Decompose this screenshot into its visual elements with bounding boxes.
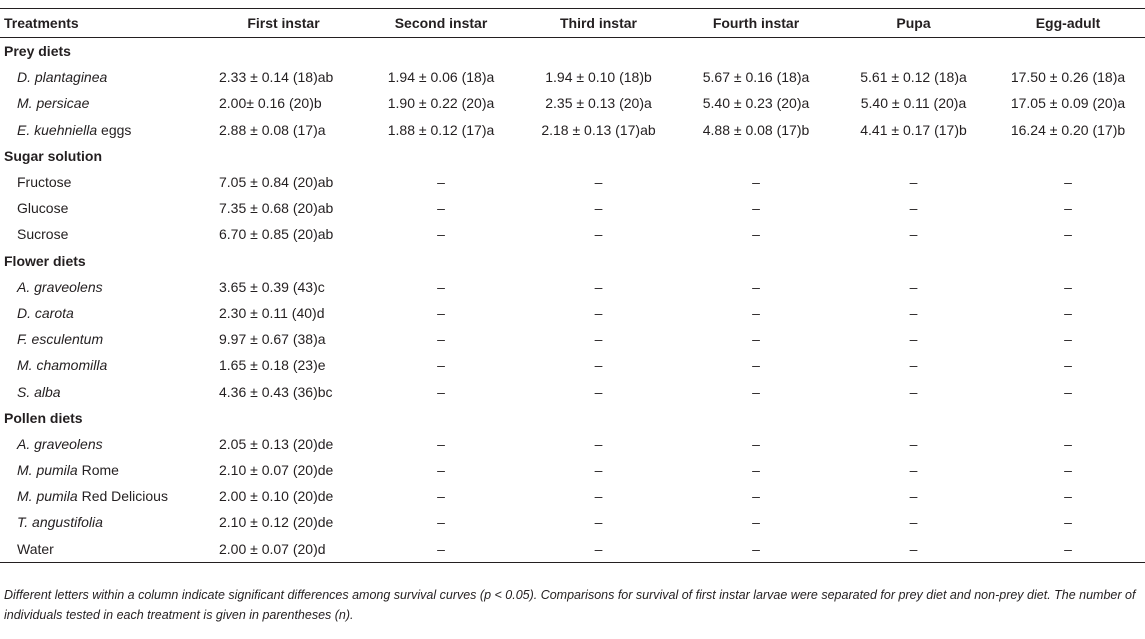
species-name: M. chamomilla (17, 357, 108, 374)
value-cell: – (909, 488, 918, 505)
treatment-name (0, 536, 206, 563)
value-cell: – (437, 488, 445, 505)
group-row (0, 38, 1145, 65)
treatment-qualifier: Red Delicious (77, 488, 168, 505)
value-cell: – (1064, 435, 1072, 452)
value-cell: – (909, 462, 918, 479)
table-row (0, 536, 1145, 563)
value-cell: – (1064, 514, 1072, 531)
value-cell: – (437, 174, 445, 191)
value-cell: – (1064, 226, 1072, 243)
species-name: M. pumila (17, 488, 78, 505)
value-cell: – (752, 488, 760, 505)
value-cell: – (1064, 383, 1072, 400)
value-cell: 4.36 ± 0.43 (36)bc (219, 383, 333, 400)
treatment-name (0, 431, 206, 457)
value-cell: – (594, 435, 603, 452)
table-row (0, 483, 1145, 509)
treatment-name (0, 509, 206, 535)
treatment-name (0, 117, 206, 143)
value-cell: 4.88 ± 0.08 (17)b (702, 121, 810, 138)
value-cell: – (1064, 462, 1072, 479)
value-cell: – (594, 200, 603, 217)
table-row (0, 221, 1145, 247)
value-cell: 2.35 ± 0.13 (20)a (545, 95, 652, 112)
value-cell: – (437, 383, 445, 400)
table-row (0, 431, 1145, 457)
table-row (0, 64, 1145, 90)
value-cell: – (437, 435, 445, 452)
treatment-name (0, 195, 206, 221)
species-name: M. persicae (17, 95, 90, 112)
value-cell: – (909, 357, 918, 374)
table-row (0, 378, 1145, 404)
treatment-qualifier: Sucrose (17, 226, 69, 243)
value-cell: – (909, 200, 918, 217)
value-cell: 5.40 ± 0.11 (20)a (860, 95, 967, 112)
value-cell: – (752, 226, 760, 243)
value-cell: – (594, 383, 603, 400)
value-cell: 2.00 ± 0.10 (20)de (219, 488, 334, 505)
table-header (0, 9, 1145, 38)
value-cell: – (676, 536, 836, 563)
value-cell: – (1064, 174, 1072, 191)
value-cell: – (594, 226, 603, 243)
table-row (0, 117, 1145, 143)
table-row (0, 457, 1145, 483)
value-cell: – (594, 174, 603, 191)
treatment-qualifier: Glucose (17, 200, 69, 217)
table-row (0, 90, 1145, 116)
species-name: A. graveolens (17, 278, 103, 295)
column-header: Fourth instar (712, 15, 800, 31)
value-cell: 7.35 ± 0.68 (20)ab (219, 200, 334, 217)
value-cell: – (437, 357, 445, 374)
value-cell: 3.65 ± 0.39 (43)c (219, 278, 325, 295)
value-cell: – (909, 278, 918, 295)
value-cell: 2.88 ± 0.08 (17)a (219, 121, 326, 138)
results-table (0, 9, 1145, 563)
value-cell: 6.70 ± 0.85 (20)ab (219, 226, 334, 243)
value-cell: – (437, 200, 445, 217)
treatment-name (0, 274, 206, 300)
treatment-name (0, 457, 206, 483)
value-cell: – (752, 383, 760, 400)
group-title: Flower diets (4, 252, 86, 269)
group-row (0, 143, 1145, 169)
value-cell: – (1064, 331, 1072, 348)
value-cell: 2.33 ± 0.14 (18)ab (219, 69, 334, 86)
treatment-name (0, 169, 206, 195)
group-title: Prey diets (4, 43, 71, 60)
treatment-name (0, 221, 206, 247)
value-cell: 2.10 ± 0.12 (20)de (219, 514, 334, 531)
value-cell: – (594, 488, 603, 505)
value-cell: – (909, 514, 918, 531)
treatment-name (0, 352, 206, 378)
value-cell: – (361, 536, 521, 563)
value-cell: – (594, 278, 603, 295)
value-cell: 1.90 ± 0.22 (20)a (387, 95, 495, 112)
treatment-name (0, 90, 206, 116)
value-cell: – (752, 462, 760, 479)
table-row (0, 326, 1145, 352)
value-cell: 5.40 ± 0.23 (20)a (702, 95, 810, 112)
table-row (0, 195, 1145, 221)
value-cell: 2.00 ± 0.07 (20)d (206, 536, 361, 563)
treatment-qualifier: Rome (77, 462, 119, 479)
value-cell: – (752, 174, 760, 191)
treatment-name (0, 326, 206, 352)
value-cell: – (594, 357, 603, 374)
value-cell: – (437, 226, 445, 243)
group-title: Sugar solution (4, 147, 102, 164)
species-name: D. carota (17, 304, 74, 321)
group-row (0, 405, 1145, 431)
table-body (0, 38, 1145, 563)
table-footnote: Different letters within a column indicate significant differences among survival curves (p < 0.05). Comparisons for survival of first instar larvae were separated for prey diet and non-prey diet. The number of individuals tested in each treatment is given in parentheses (n). (4, 588, 1136, 622)
value-cell: – (752, 200, 760, 217)
table-row (0, 300, 1145, 326)
value-cell: 2.10 ± 0.07 (20)de (219, 462, 334, 479)
treatment-name (0, 483, 206, 509)
treatment-qualifier: Water (17, 540, 54, 557)
value-cell: – (1064, 200, 1072, 217)
treatment-qualifier: Fructose (17, 174, 72, 191)
species-name: E. kuehniella (17, 121, 98, 138)
value-cell: – (836, 536, 991, 563)
value-cell: – (752, 514, 760, 531)
header-row (0, 9, 1145, 38)
value-cell: 17.05 ± 0.09 (20)a (1010, 95, 1126, 112)
species-name: T. angustifolia (17, 514, 103, 531)
species-name: S. alba (17, 383, 61, 400)
treatment-qualifier: eggs (97, 121, 132, 138)
species-name: M. pumila (17, 462, 78, 479)
species-name: F. esculentum (17, 331, 104, 348)
table-row (0, 352, 1145, 378)
value-cell: 1.88 ± 0.12 (17)a (387, 121, 495, 138)
value-cell: – (437, 331, 445, 348)
value-cell: 1.94 ± 0.06 (18)a (387, 69, 495, 86)
treatment-name (0, 378, 206, 404)
column-header: Pupa (896, 15, 931, 31)
value-cell: – (1064, 357, 1072, 374)
column-header: Third instar (559, 15, 637, 31)
value-cell: – (437, 304, 445, 321)
value-cell: – (521, 536, 676, 563)
value-cell: – (437, 462, 445, 479)
value-cell: – (909, 435, 918, 452)
value-cell: – (909, 174, 918, 191)
value-cell: 16.24 ± 0.20 (17)b (1010, 121, 1126, 138)
value-cell: 5.67 ± 0.16 (18)a (702, 69, 810, 86)
value-cell: – (594, 304, 603, 321)
value-cell: 2.00± 0.16 (20)b (219, 95, 322, 112)
value-cell: – (909, 331, 918, 348)
value-cell: – (437, 514, 445, 531)
value-cell: 2.18 ± 0.13 (17)ab (541, 121, 656, 138)
value-cell: 4.41 ± 0.17 (17)b (860, 121, 967, 138)
value-cell: – (1064, 278, 1072, 295)
table-row (0, 169, 1145, 195)
value-cell: – (594, 462, 603, 479)
table-row (0, 509, 1145, 535)
column-header: Treatments (4, 15, 79, 31)
value-cell: 1.65 ± 0.18 (23)e (219, 357, 326, 374)
value-cell: 9.97 ± 0.67 (38)a (219, 331, 326, 348)
value-cell: – (1064, 304, 1072, 321)
value-cell: – (991, 536, 1145, 563)
column-header: Egg-adult (1035, 15, 1101, 31)
value-cell: – (594, 514, 603, 531)
value-cell: 5.61 ± 0.12 (18)a (860, 69, 967, 86)
species-name: A. graveolens (17, 435, 103, 452)
value-cell: 17.50 ± 0.26 (18)a (1010, 69, 1126, 86)
value-cell: – (1064, 488, 1072, 505)
value-cell: – (909, 304, 918, 321)
treatment-name (0, 300, 206, 326)
treatment-name (0, 64, 206, 90)
value-cell: 2.30 ± 0.11 (40)d (219, 304, 325, 321)
value-cell: – (437, 278, 445, 295)
value-cell: – (909, 383, 918, 400)
value-cell: – (752, 278, 760, 295)
value-cell: – (752, 331, 760, 348)
value-cell: 7.05 ± 0.84 (20)ab (219, 174, 334, 191)
value-cell: – (594, 331, 603, 348)
column-header: First instar (247, 15, 320, 31)
group-title: Pollen diets (4, 409, 83, 426)
value-cell: – (752, 304, 760, 321)
group-row (0, 248, 1145, 274)
table-row (0, 274, 1145, 300)
value-cell: – (752, 435, 760, 452)
value-cell: 2.05 ± 0.13 (20)de (219, 435, 334, 452)
column-header: Second instar (394, 15, 488, 31)
value-cell: 1.94 ± 0.10 (18)b (545, 69, 652, 86)
species-name: D. plantaginea (17, 69, 108, 86)
value-cell: – (752, 357, 760, 374)
value-cell: – (909, 226, 918, 243)
